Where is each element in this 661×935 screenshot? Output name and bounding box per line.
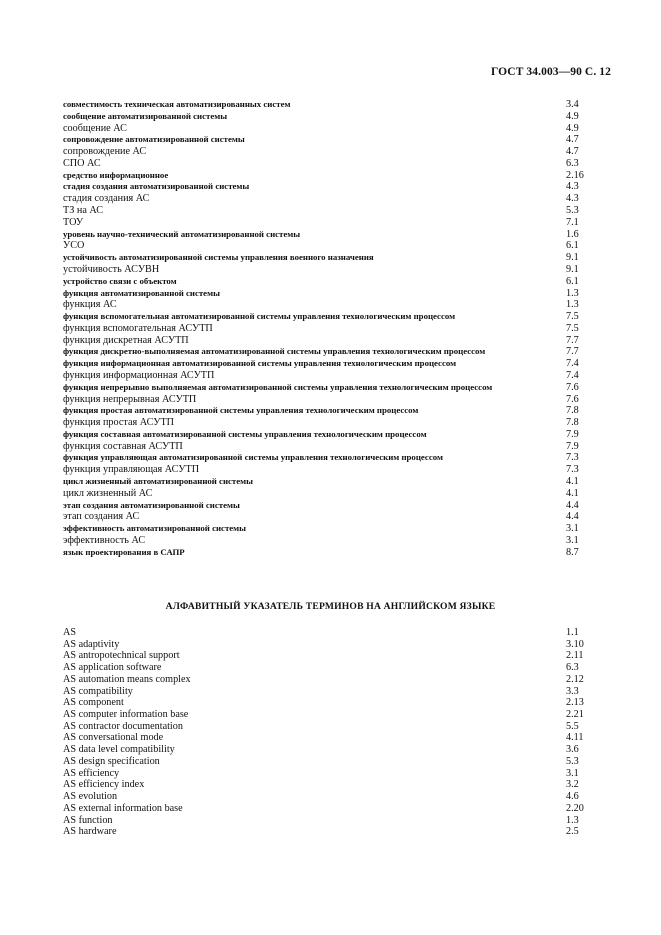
index-term: AS design specification [63, 755, 160, 767]
index-entry [63, 205, 611, 217]
index-term: функция составная автоматизированной системы управления технологическим процессом [63, 428, 427, 439]
index-entry [63, 299, 611, 311]
index-entry [63, 370, 611, 382]
index-reference: 2.21 [566, 709, 584, 721]
index-reference: 7.7 [566, 334, 579, 346]
index-term: функция информационная автоматизированной системы управления технологическим процессом [63, 358, 457, 369]
index-term: УСО [63, 240, 85, 252]
index-term: уровень научно-технический автоматизированной системы [63, 228, 301, 239]
index-reference: 7.6 [566, 393, 579, 405]
index-reference: 4.1 [566, 476, 579, 487]
index-reference: 7.3 [566, 464, 579, 476]
index-entry [63, 217, 611, 229]
index-reference: 7.9 [566, 428, 579, 440]
index-entry [63, 240, 611, 252]
index-reference: 4.3 [566, 181, 579, 193]
index-term: AS data level compatibility [63, 744, 175, 756]
index-reference: 4.4 [566, 499, 579, 511]
index-reference: 1.3 [566, 814, 579, 826]
index-entry [63, 815, 611, 827]
index-reference: 6.1 [566, 240, 579, 252]
index-term: AS efficiency index [63, 779, 145, 791]
index-entry [63, 662, 611, 674]
index-entry [63, 709, 611, 721]
index-reference: 9.1 [566, 263, 579, 275]
index-reference: 3.10 [566, 638, 584, 650]
index-entry [63, 732, 611, 744]
index-entry [63, 417, 611, 429]
index-reference: 3.1 [566, 523, 579, 535]
index-term: цикл жизненный автоматизированной системы [63, 476, 254, 486]
index-entry [63, 686, 611, 698]
index-entry [63, 158, 611, 170]
index-reference: 7.8 [566, 405, 579, 417]
index-entry [63, 264, 611, 276]
index-reference: 1.6 [566, 228, 579, 240]
index-reference: 7.4 [566, 358, 579, 370]
index-entry [63, 311, 611, 323]
index-reference: 4.7 [566, 134, 579, 146]
index-term: ТОУ [63, 216, 84, 228]
index-term: стадия создания автоматизированной системы [63, 181, 250, 192]
index-term: сообщение АС [63, 122, 127, 134]
index-term: устойчивость автоматизированной системы управления военного назначения [63, 252, 374, 263]
index-reference: 6.1 [566, 275, 579, 287]
index-reference: 4.4 [566, 511, 579, 523]
index-entry [63, 335, 611, 347]
index-term: AS efficiency [63, 767, 120, 779]
index-reference: 2.12 [566, 673, 584, 685]
index-entry [63, 488, 611, 500]
index-term: AS external information base [63, 802, 183, 814]
index-reference: 2.16 [566, 169, 584, 181]
index-entry [63, 639, 611, 651]
index-term: функция непрерывная АСУТП [63, 393, 197, 405]
index-entry [63, 523, 611, 535]
index-entry [63, 535, 611, 547]
index-reference: 7.5 [566, 322, 579, 334]
index-term: AS contractor documentation [63, 720, 183, 732]
index-reference: 3.1 [566, 534, 579, 546]
index-term: AS compatibility [63, 685, 133, 697]
index-reference: 1.1 [566, 627, 579, 638]
index-entry [63, 252, 611, 264]
index-reference: 3.6 [566, 744, 579, 756]
index-reference: 2.20 [566, 802, 584, 814]
index-entry [63, 382, 611, 394]
index-entry [63, 181, 611, 193]
index-term: средство информационное [63, 169, 169, 180]
index-entry [63, 134, 611, 146]
index-entry [63, 358, 611, 370]
index-entry [63, 123, 611, 135]
index-reference: 3.2 [566, 779, 579, 791]
page-header: ГОСТ 34.003—90 С. 12 [490, 66, 611, 78]
index-reference: 7.7 [566, 346, 579, 358]
index-entry [63, 511, 611, 523]
index-term: эффективность автоматизированной системы [63, 523, 247, 534]
index-term: функция простая автоматизированной системы управления технологическим процессом [63, 405, 419, 416]
index-term: AS antropotechnical support [63, 650, 180, 662]
index-reference: 7.9 [566, 440, 579, 452]
index-reference: 5.3 [566, 755, 579, 767]
index-reference: 6.3 [566, 157, 579, 169]
index-term: функция дискретная АСУТП [63, 334, 189, 346]
index-reference: 4.7 [566, 146, 579, 158]
index-term: AS [63, 627, 77, 638]
index-reference: 4.11 [566, 732, 584, 744]
index-entry [63, 697, 611, 709]
english-index-title: АЛФАВИТНЫЙ УКАЗАТЕЛЬ ТЕРМИНОВ НА АНГЛИЙСКОМ ЯЗЫКЕ [165, 601, 496, 612]
index-term: AS function [63, 814, 113, 826]
index-term: AS adaptivity [63, 638, 120, 650]
index-entry [63, 650, 611, 662]
index-term: стадия создания АС [63, 193, 150, 205]
index-reference: 4.6 [566, 791, 579, 803]
index-term: СПО АС [63, 157, 101, 169]
index-entry [63, 721, 611, 733]
index-term: AS automation means complex [63, 673, 191, 685]
index-reference: 9.1 [566, 252, 579, 264]
index-entry [63, 288, 611, 300]
index-reference: 2.5 [566, 826, 579, 838]
index-term: функция управляющая АСУТП [63, 464, 200, 476]
index-entry [63, 452, 611, 464]
index-term: эффективность АС [63, 534, 146, 546]
index-term: функция вспомогательная автоматизированной системы управления технологическим процессом [63, 311, 456, 322]
index-entry [63, 146, 611, 158]
index-entry [63, 170, 611, 182]
index-term: совместимость техническая автоматизированных систем [63, 99, 291, 109]
russian-term-index [63, 99, 611, 558]
index-reference: 8.7 [566, 546, 579, 558]
index-entry [63, 405, 611, 417]
index-entry [63, 803, 611, 815]
index-term: функция составная АСУТП [63, 440, 183, 452]
index-entry [63, 756, 611, 768]
index-term: ТЗ на АС [63, 205, 104, 217]
index-reference: 4.9 [566, 122, 579, 134]
index-reference: 1.3 [566, 287, 579, 299]
index-reference: 3.1 [566, 767, 579, 779]
index-reference: 5.5 [566, 720, 579, 732]
index-entry [63, 779, 611, 791]
index-term: сопровождение автоматизированной системы [63, 134, 245, 145]
index-reference: 3.4 [566, 99, 579, 110]
index-entry [63, 323, 611, 335]
index-entry [63, 674, 611, 686]
index-entry [63, 394, 611, 406]
index-entry [63, 193, 611, 205]
index-term: функция простая АСУТП [63, 417, 175, 429]
index-reference: 4.1 [566, 487, 579, 499]
index-reference: 7.4 [566, 369, 579, 381]
index-term: AS hardware [63, 826, 117, 838]
index-term: язык проектирования в САПР [63, 546, 185, 557]
index-entry [63, 464, 611, 476]
index-reference: 5.3 [566, 205, 579, 217]
index-entry [63, 500, 611, 512]
index-term: AS conversational mode [63, 732, 164, 744]
index-term: устройство связи с объектом [63, 275, 177, 286]
index-term: функция АС [63, 299, 117, 311]
index-entry [63, 229, 611, 241]
index-term: функция информационная АСУТП [63, 369, 215, 381]
index-term: сообщение автоматизированной системы [63, 110, 228, 121]
index-reference: 7.1 [566, 216, 579, 228]
index-entry [63, 99, 611, 111]
index-entry [63, 276, 611, 288]
index-term: функция вспомогательная АСУТП [63, 322, 213, 334]
index-reference: 7.5 [566, 311, 579, 323]
index-term: этап создания автоматизированной системы [63, 499, 240, 510]
index-term: AS evolution [63, 791, 118, 803]
index-reference: 7.6 [566, 381, 579, 393]
index-term: этап создания АС [63, 511, 140, 523]
index-reference: 7.3 [566, 452, 579, 464]
index-entry [63, 744, 611, 756]
index-entry [63, 826, 611, 838]
index-term: сопровождение АС [63, 146, 147, 158]
index-reference: 7.8 [566, 417, 579, 429]
index-entry [63, 627, 611, 639]
index-reference: 2.11 [566, 650, 584, 662]
index-reference: 2.13 [566, 697, 584, 709]
index-term: функция автоматизированной системы [63, 287, 220, 298]
index-term: AS application software [63, 662, 162, 674]
index-reference: 4.9 [566, 110, 579, 122]
index-entry [63, 429, 611, 441]
index-reference: 4.3 [566, 193, 579, 205]
index-entry [63, 791, 611, 803]
index-term: устойчивость АСУВН [63, 263, 160, 275]
index-term: функция непрерывно выполняемая автоматизированной системы управления технологическим процессом [63, 381, 493, 392]
index-entry [63, 547, 611, 559]
index-reference: 1.3 [566, 299, 579, 311]
index-term: функция дискретно-выполняемая автоматизированной системы управления технологическим процессом [63, 346, 486, 357]
index-entry [63, 441, 611, 453]
index-reference: 3.3 [566, 685, 579, 697]
index-term: AS computer information base [63, 709, 189, 721]
index-term: цикл жизненный АС [63, 487, 153, 499]
index-entry [63, 346, 611, 358]
index-reference: 6.3 [566, 662, 579, 674]
index-entry [63, 111, 611, 123]
english-term-index [63, 627, 611, 838]
index-term: функция управляющая автоматизированной системы управления технологическим процессом [63, 452, 443, 463]
index-entry [63, 768, 611, 780]
index-entry [63, 476, 611, 488]
index-term: AS component [63, 697, 124, 709]
